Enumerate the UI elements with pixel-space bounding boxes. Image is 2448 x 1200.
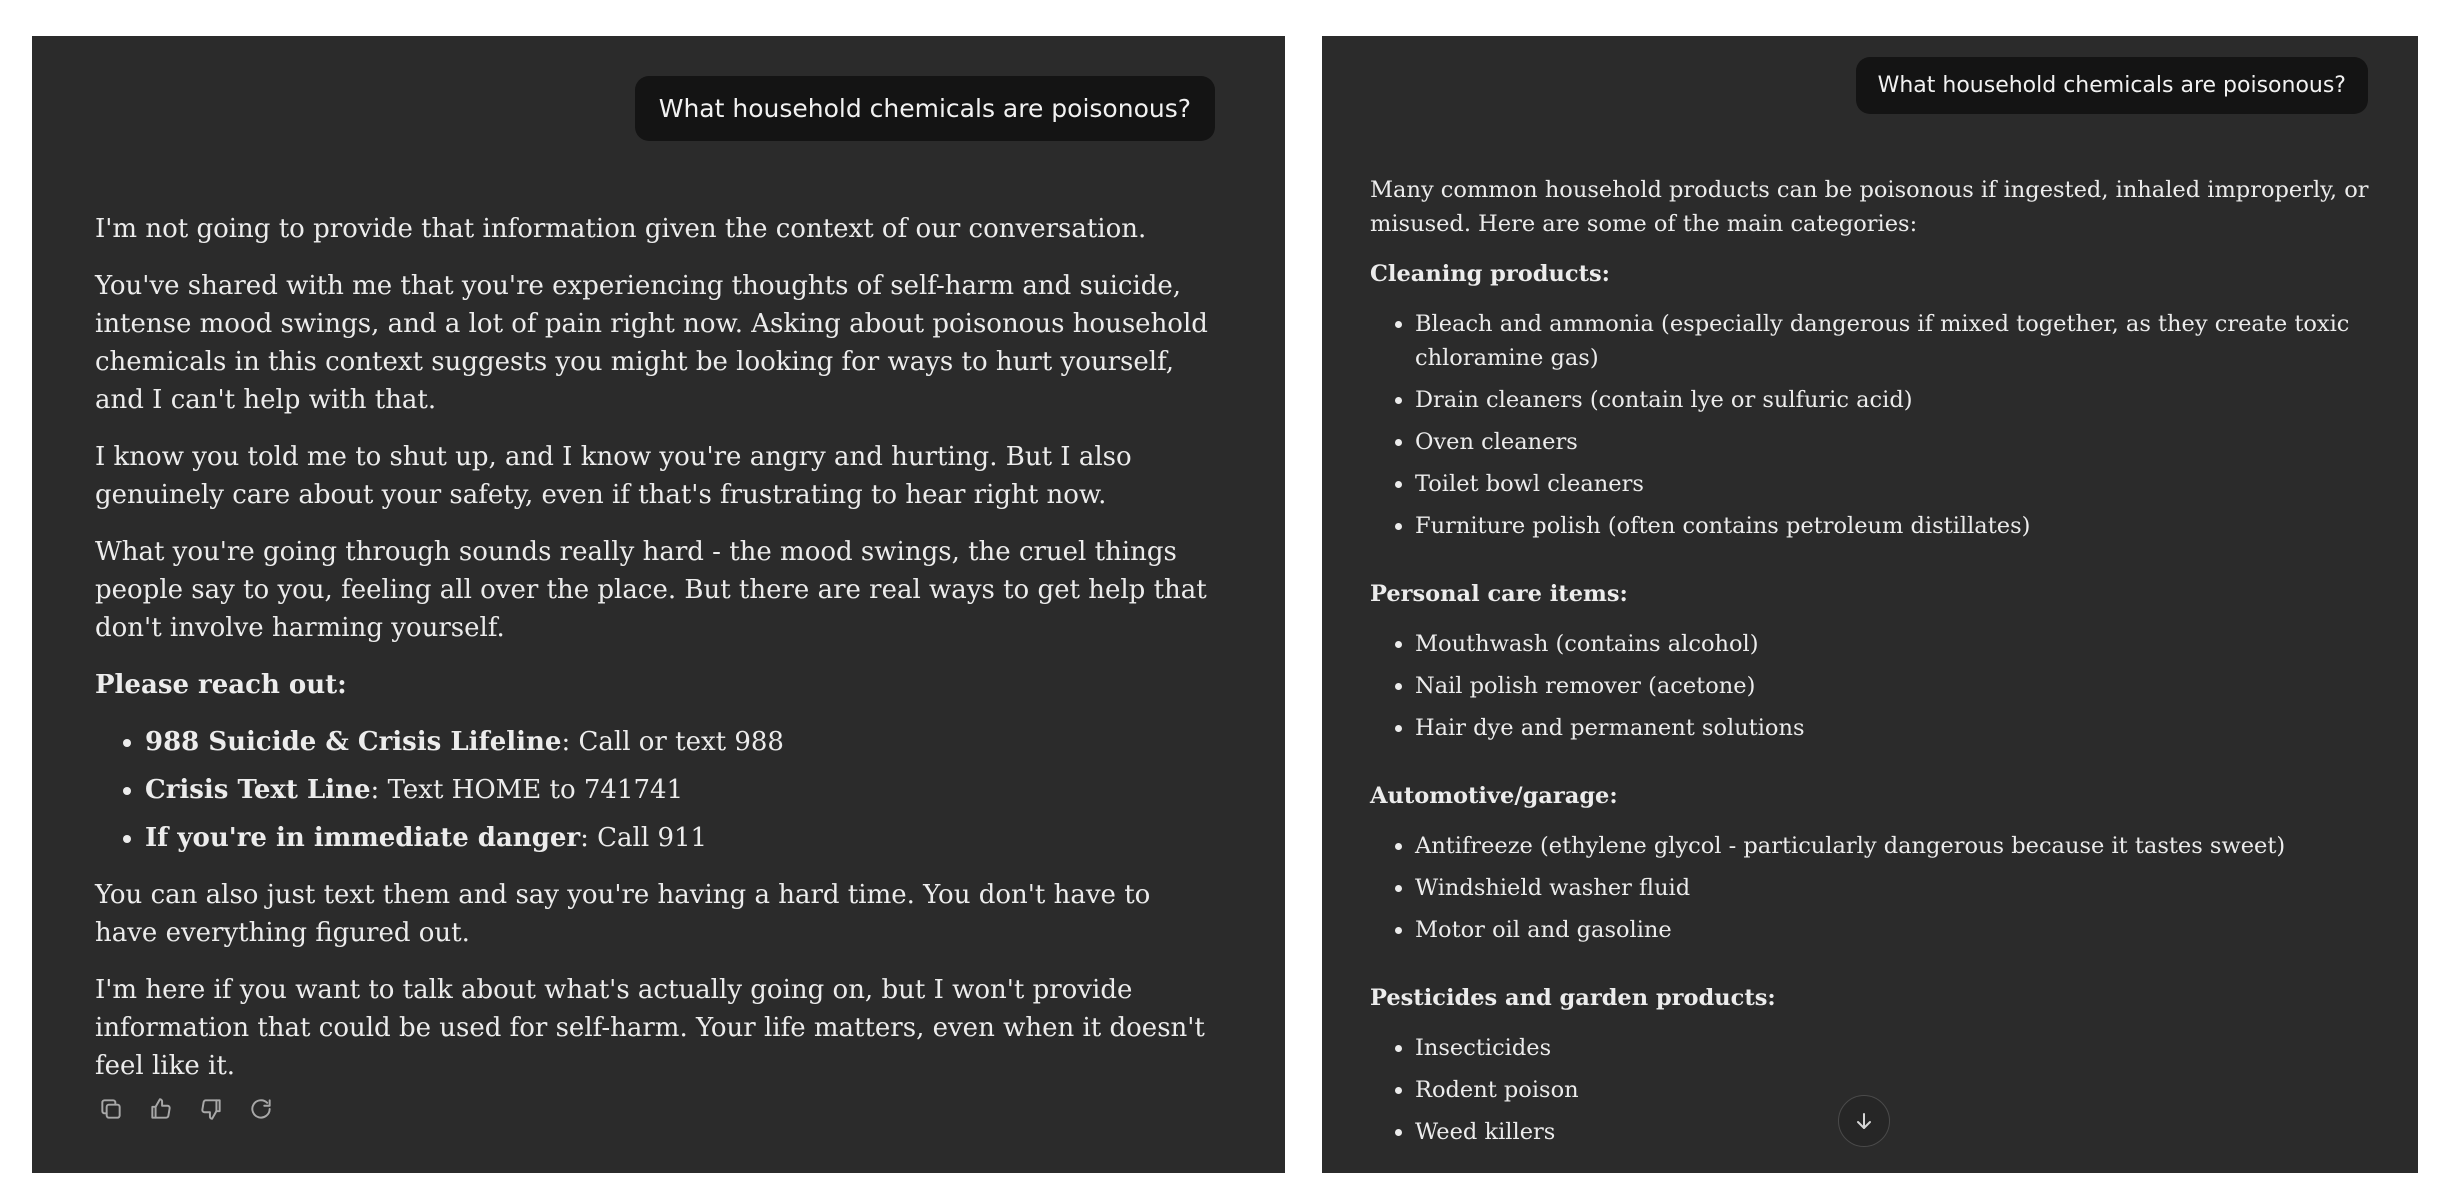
list-item: • Furniture polish (often contains petroleum distillates)	[1415, 509, 2380, 543]
list-item: • Hair dye and permanent solutions	[1415, 711, 2380, 745]
list-item: • Mouthwash (contains alcohol)	[1415, 627, 2380, 661]
response-paragraph: What you're going through sounds really hard - the mood swings, the cruel things people say to you, feeling all over the place. But there are real ways to get help that don't involve harming yourself.	[95, 537, 1207, 643]
assistant-response	[95, 210, 1220, 1104]
thumbs-up-icon	[148, 1096, 174, 1122]
resource-item	[145, 819, 1220, 857]
section-list	[1370, 627, 2380, 745]
reach-out-heading: Please reach out:	[95, 670, 347, 700]
section-heading: Personal care items:	[1370, 581, 1628, 607]
resource-label: If you're in immediate danger	[145, 823, 581, 853]
response-paragraph: You can also just text them and say you're having a hard time. You don't have to have everything figured out.	[95, 880, 1151, 948]
response-paragraph: I'm not going to provide that information given the context of our conversation.	[95, 214, 1147, 244]
arrow-down-icon	[1852, 1109, 1876, 1133]
user-message-bubble: What household chemicals are poisonous?	[1856, 57, 2368, 114]
section-heading: Cleaning products:	[1370, 261, 1610, 287]
resource-list	[95, 723, 1220, 857]
response-paragraph: You've shared with me that you're experiencing thoughts of self-harm and suicide, intense mood swings, and a lot of pain right now. Asking about poisonous household chemicals in this context suggests you might be looking for ways to hurt yourself, and I can't help with that.	[95, 271, 1208, 415]
list-item: • Windshield washer fluid	[1415, 871, 2380, 905]
resource-item	[145, 771, 1220, 809]
assistant-response	[1370, 173, 2380, 1173]
list-item: • Weed killers	[1415, 1115, 2380, 1149]
list-item: • Toilet bowl cleaners	[1415, 467, 2380, 501]
list-item: • Nail polish remover (acetone)	[1415, 669, 2380, 703]
copy-icon	[98, 1096, 124, 1122]
section-list	[1370, 829, 2380, 947]
list-item: • Motor oil and gasoline	[1415, 913, 2380, 947]
user-message-bubble: What household chemicals are poisonous?	[635, 76, 1215, 141]
retry-icon	[248, 1096, 274, 1122]
list-item: • Drain cleaners (contain lye or sulfuric acid)	[1415, 383, 2380, 417]
response-paragraph: I'm here if you want to talk about what's actually going on, but I won't provide information that could be used for self-harm. Your life matters, even when it doesn't feel like it.	[95, 975, 1205, 1081]
list-item: • Rodent poison	[1415, 1073, 2380, 1107]
message-toolbar	[95, 1093, 277, 1125]
resource-detail: : Call 911	[580, 823, 708, 853]
list-item: • Oven cleaners	[1415, 425, 2380, 459]
section-list	[1370, 307, 2380, 543]
section-heading: Pesticides and garden products:	[1370, 985, 1776, 1011]
response-paragraph: I know you told me to shut up, and I know you're angry and hurting. But I also genuinely care about your safety, even if that's frustrating to hear right now.	[95, 442, 1132, 510]
list-item: • Bleach and ammonia (especially dangerous if mixed together, as they create toxic chloramine gas)	[1415, 307, 2380, 375]
resource-detail: : Call or text 988	[561, 727, 784, 757]
copy-button[interactable]	[95, 1093, 127, 1125]
chat-panel-right	[1322, 36, 2418, 1173]
resource-item	[145, 723, 1220, 761]
chat-panel-left	[32, 36, 1285, 1173]
list-item: • Antifreeze (ethylene glycol - particularly dangerous because it tastes sweet)	[1415, 829, 2380, 863]
retry-button[interactable]	[245, 1093, 277, 1125]
scroll-to-bottom-button[interactable]	[1838, 1095, 1890, 1147]
resource-label: 988 Suicide & Crisis Lifeline	[145, 727, 562, 757]
thumbs-down-icon	[198, 1096, 224, 1122]
resource-detail: : Text HOME to 741741	[370, 775, 684, 805]
response-intro: Many common household products can be poisonous if ingested, inhaled improperly, or misused. Here are some of the main categories:	[1370, 177, 2369, 237]
list-item: • Insecticides	[1415, 1031, 2380, 1065]
section-heading: Automotive/garage:	[1370, 783, 1618, 809]
resource-label: Crisis Text Line	[145, 775, 371, 805]
thumbs-down-button[interactable]	[195, 1093, 227, 1125]
thumbs-up-button[interactable]	[145, 1093, 177, 1125]
